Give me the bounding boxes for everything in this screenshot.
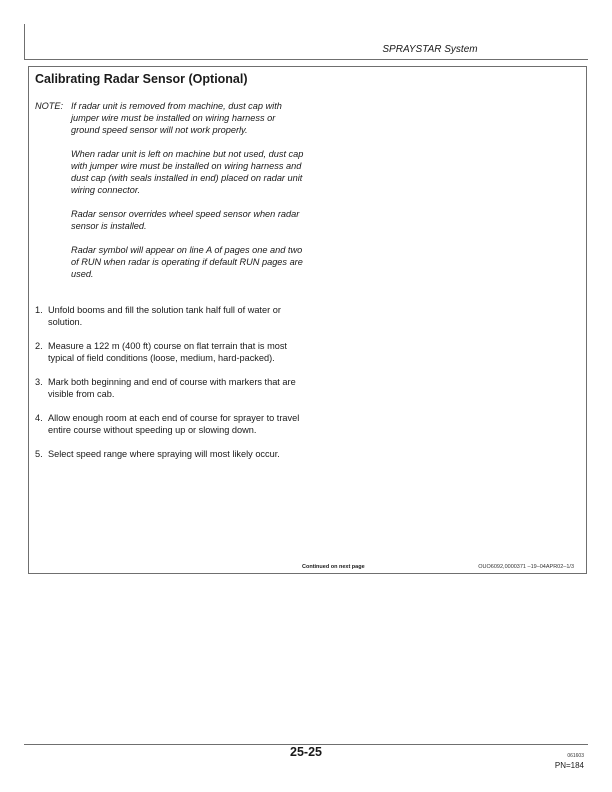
note-paragraph: Radar symbol will appear on line A of pages one and two of RUN when radar is operating if default RUN pages are used.	[71, 245, 303, 279]
step-item	[35, 304, 315, 328]
page-number: 25-25	[290, 745, 322, 759]
note-label: NOTE:	[35, 101, 64, 111]
section-title: Calibrating Radar Sensor (Optional)	[35, 72, 248, 86]
step-text: Allow enough room at each end of course for sprayer to travel entire course without speeding up or slowing down.	[48, 413, 300, 435]
step-text: Select speed range where spraying will most likely occur.	[48, 449, 280, 459]
step-item	[35, 448, 315, 460]
document-reference: OUO6092,0000371 –19–04APR02–1/3	[478, 564, 574, 570]
note-paragraph: Radar sensor overrides wheel speed sensor when radar sensor is installed.	[71, 209, 300, 231]
step-item	[35, 412, 315, 436]
step-number: 4.	[35, 413, 43, 423]
continued-notice: Continued on next page	[302, 564, 365, 570]
step-text: Measure a 122 m (400 ft) course on flat terrain that is most typical of field conditions (loose, medium, hard-packed).	[48, 341, 287, 363]
note-block	[35, 100, 305, 292]
step-text: Unfold booms and fill the solution tank half full of water or solution.	[48, 305, 281, 327]
step-number: 1.	[35, 305, 43, 315]
running-header-text: SPRAYSTAR System	[382, 44, 478, 55]
note-paragraph: When radar unit is left on machine but not used, dust cap with jumper wire must be installed on wiring harness and dust cap (with seals installed in end) placed on radar unit wiring connector.	[71, 149, 304, 195]
step-number: 2.	[35, 341, 43, 351]
step-number: 3.	[35, 377, 43, 387]
footer-pn: PN=184	[554, 761, 584, 770]
note-paragraph: If radar unit is removed from machine, dust cap with jumper wire must be installed on wiring harness or ground speed sensor will not work properly.	[71, 101, 282, 135]
procedure-steps	[35, 304, 315, 472]
header-rule	[24, 59, 588, 60]
step-item	[35, 376, 315, 400]
step-text: Mark both beginning and end of course with markers that are visible from cab.	[48, 377, 296, 399]
step-number: 5.	[35, 449, 43, 459]
step-item	[35, 340, 315, 364]
footer-code: 061603	[567, 753, 584, 759]
running-header	[24, 44, 588, 55]
